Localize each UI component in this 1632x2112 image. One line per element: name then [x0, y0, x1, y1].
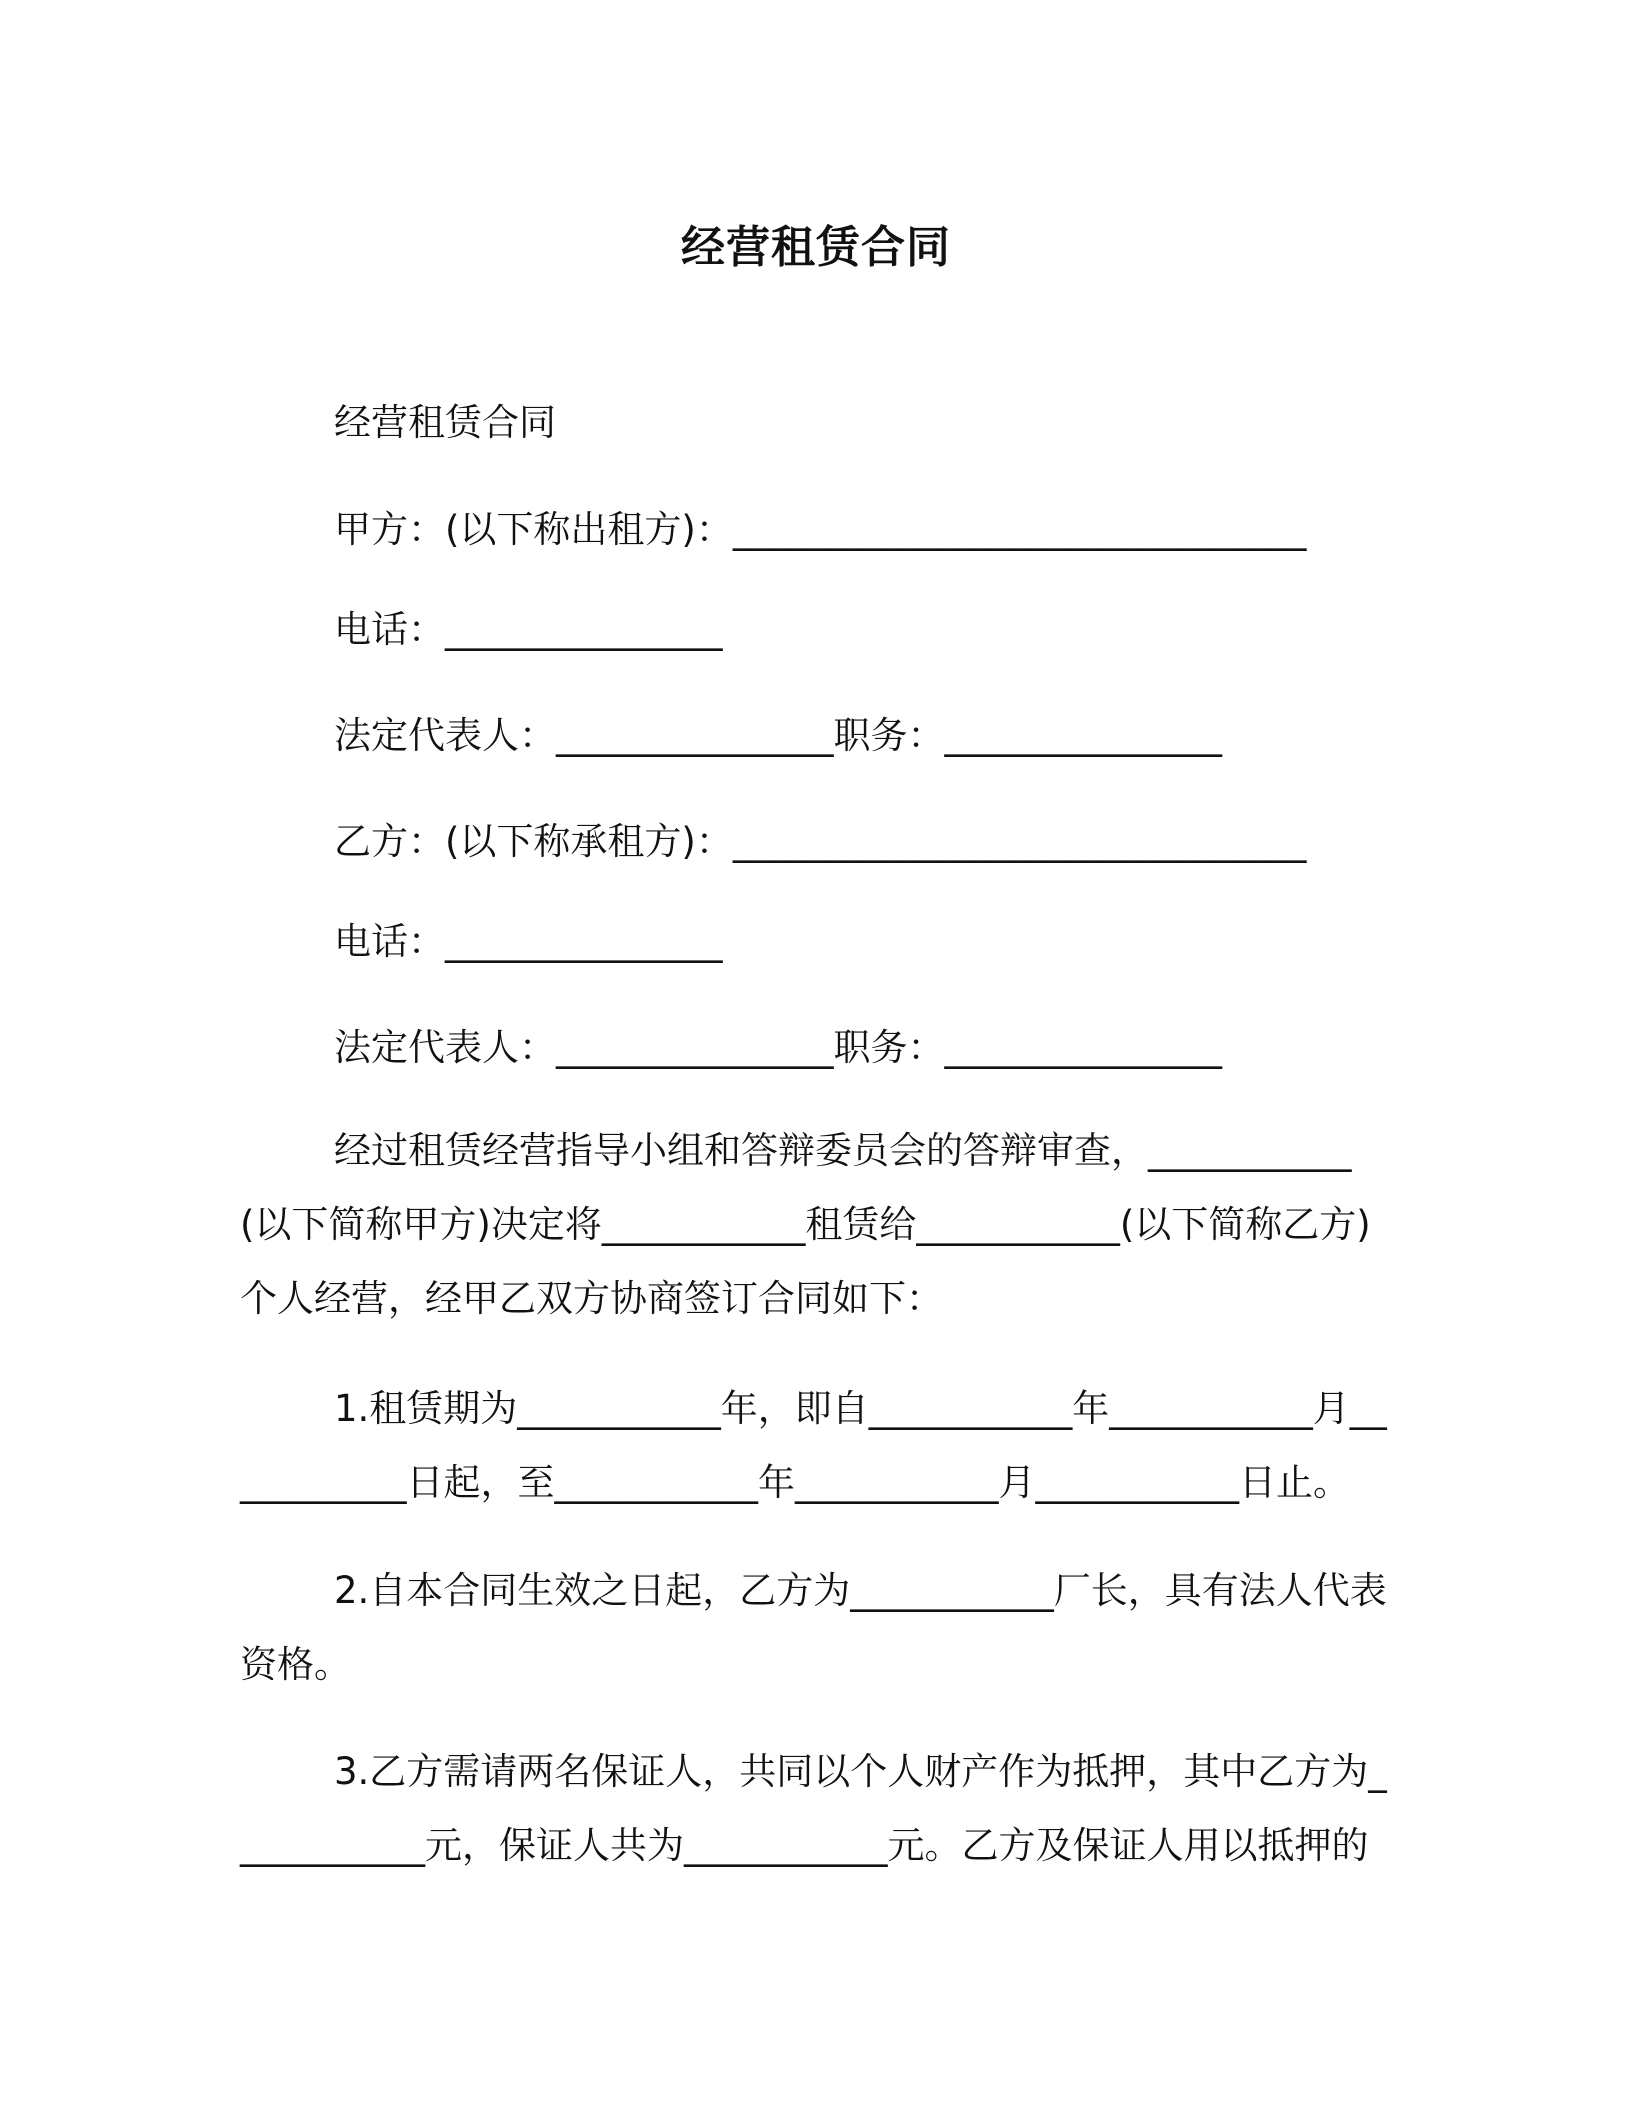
intro-paragraph: 经过租赁经营指导小组和答辩委员会的答辩审查，___________(以下简称甲方)决定将___________租赁给___________(以下简称乙方)个人经营，经甲乙双方协商签订合同如下：: [240, 1129, 1371, 1320]
document-subtitle: 经营租赁合同: [334, 401, 556, 444]
clause-2: 2.自本合同生效之日起，乙方为___________厂长，具有法人代表资格。: [240, 1569, 1387, 1686]
party-b-phone: 电话：_______________: [334, 920, 723, 963]
party-a-representative: 法定代表人：_______________职务：_______________: [334, 714, 1222, 757]
clause-3: 3.乙方需请两名保证人，共同以个人财产作为抵押，其中乙方为___________元，保证人共为___________元。乙方及保证人用以抵押的: [240, 1750, 1387, 1867]
party-a-phone: 电话：_______________: [334, 608, 723, 651]
clause-1: 1.租赁期为___________年，即自___________年___________月___________日起，至___________年___________月___________日止。: [240, 1387, 1387, 1504]
party-b-line: 乙方：(以下称承租方)：_______________________________: [334, 820, 1307, 863]
party-a-line: 甲方：(以下称出租方)：_______________________________: [334, 508, 1307, 551]
document-title: 经营租赁合同: [681, 222, 951, 273]
party-b-representative: 法定代表人：_______________职务：_______________: [334, 1026, 1222, 1069]
